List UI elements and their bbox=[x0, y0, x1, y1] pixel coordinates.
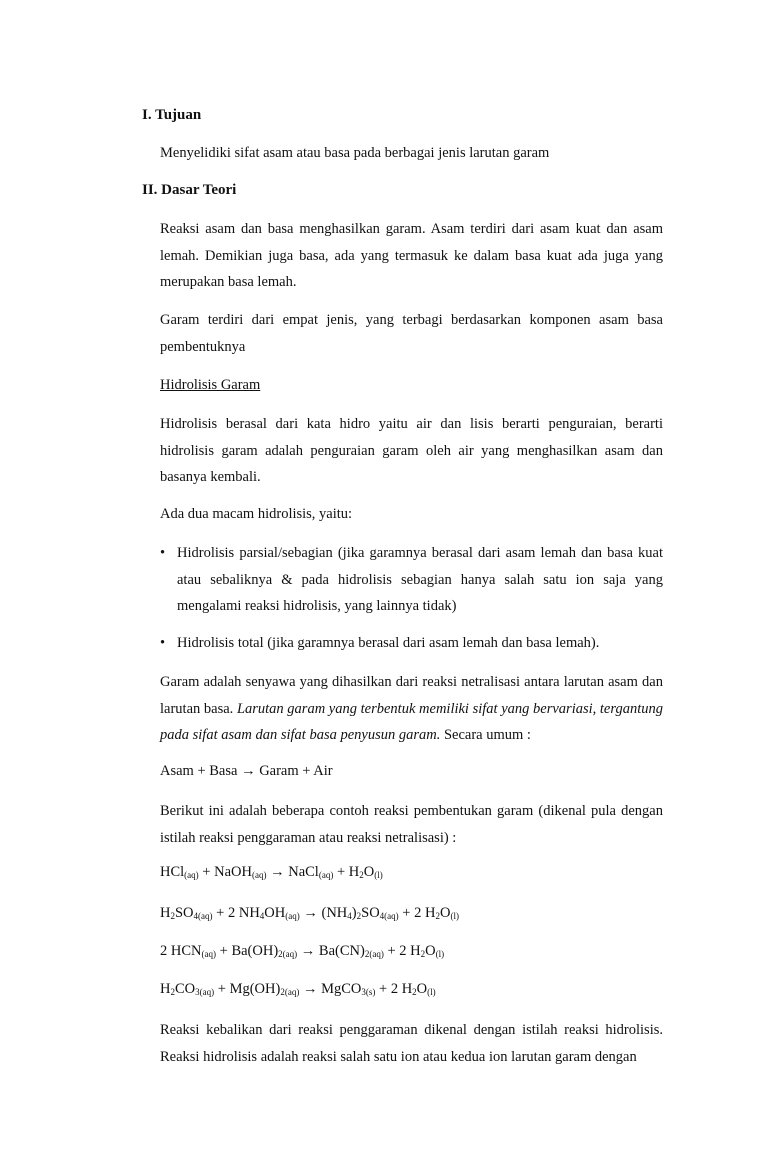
bullet-icon: • bbox=[160, 545, 166, 561]
paragraph-dua-macam: Ada dua macam hidrolisis, yaitu: bbox=[160, 506, 353, 522]
paragraph-contoh-reaksi: Berikut ini adalah beberapa contoh reaksi pembentukan garam (dikenal pula dengan istilah reaksi penggaraman atau reaksi netralisasi) : bbox=[160, 803, 663, 846]
equation-2: $H_2SO_{4(aq)} + 2$ $NH_4OH_{(aq)} \to (NH_4)_2SO_{4(aq)} + 2$ $H_2O_{(l)}$ bbox=[160, 905, 459, 921]
equation-4: $H_2CO_{3(aq)} + Mg(OH)_{2(aq)}$ → MgCO$_{3(s)}$ + 2 $H_2O_{(l)}$ bbox=[160, 981, 436, 997]
list-item-text: Hidrolisis total (jika garamnya berasal dari asam lemah dan basa lemah). bbox=[177, 635, 600, 651]
list-item-total bbox=[160, 630, 663, 657]
list-item-parsial bbox=[160, 540, 663, 620]
paragraph-hidrolisis-definisi: Hidrolisis berasal dari kata hidro yaitu air dan lisis berarti penguraian, berarti hidrolisis garam adalah penguraian garam oleh air yang menghasilkan asam dan basanya kembali. bbox=[160, 416, 663, 485]
garam-definisi-italic: Larutan garam yang terbentuk memiliki sifat yang bervariasi, tergantung pada sifat asam dan sifat basa penyusun garam. bbox=[160, 700, 664, 743]
paragraph-reaksi-kebalikan: Reaksi kebalikan dari reaksi penggaraman dikenal dengan istilah reaksi hidrolisis. Reaksi hidrolisis adalah reaksi salah satu ion atau kedua ion larutan garam dengan bbox=[160, 1022, 663, 1065]
heading-dasar-teori: II. Dasar Teori bbox=[142, 182, 237, 198]
garam-definisi-end: Secara umum : bbox=[443, 727, 531, 743]
paragraph-garam-jenis: Garam terdiri dari empat jenis, yang terbagi berdasarkan komponen asam basa pembentuknya bbox=[160, 312, 663, 355]
garam-definisi-text: Garam adalah senyawa yang dihasilkan dari reaksi netralisasi antara larutan asam dan larutan basa. bbox=[160, 674, 663, 717]
heading-tujuan: I. Tujuan bbox=[142, 107, 202, 123]
tujuan-text: Menyelidiki sifat asam atau basa pada berbagai jenis larutan garam bbox=[160, 145, 550, 161]
list-item-text: Hidrolisis parsial/sebagian (jika garamnya berasal dari asam lemah dan basa kuat atau sebaliknya & pada hidrolisis sebagian hanya salah satu ion saja yang mengalami reaksi hidrolisis, yang lainnya tidak) bbox=[177, 545, 663, 614]
subheading-hidrolisis-garam: Hidrolisis Garam bbox=[160, 377, 261, 393]
general-equation: Asam + Basa → Garam + Air bbox=[160, 763, 333, 779]
paragraph-reaksi-asam-basa: Reaksi asam dan basa menghasilkan garam. Asam terdiri dari asam kuat dan asam lemah. Demikian juga basa, ada yang termasuk ke dalam basa kuat ada juga yang merupakan basa lemah. bbox=[160, 221, 663, 290]
equation-1: HCl$_{(aq)}$ + NaOH$_{(aq)}$ → NaCl$_{(aq)}$ + $H_2O_{(l)}$ bbox=[160, 864, 383, 880]
bullet-icon: • bbox=[160, 635, 166, 651]
paragraph-garam-definisi bbox=[160, 669, 663, 749]
equation-3: 2 $HCN_{(aq)} + Ba(OH)_{2(aq)} \to Ba(CN)_{2(aq)} + 2$ $H_2O_{(l)}$ bbox=[160, 943, 445, 959]
